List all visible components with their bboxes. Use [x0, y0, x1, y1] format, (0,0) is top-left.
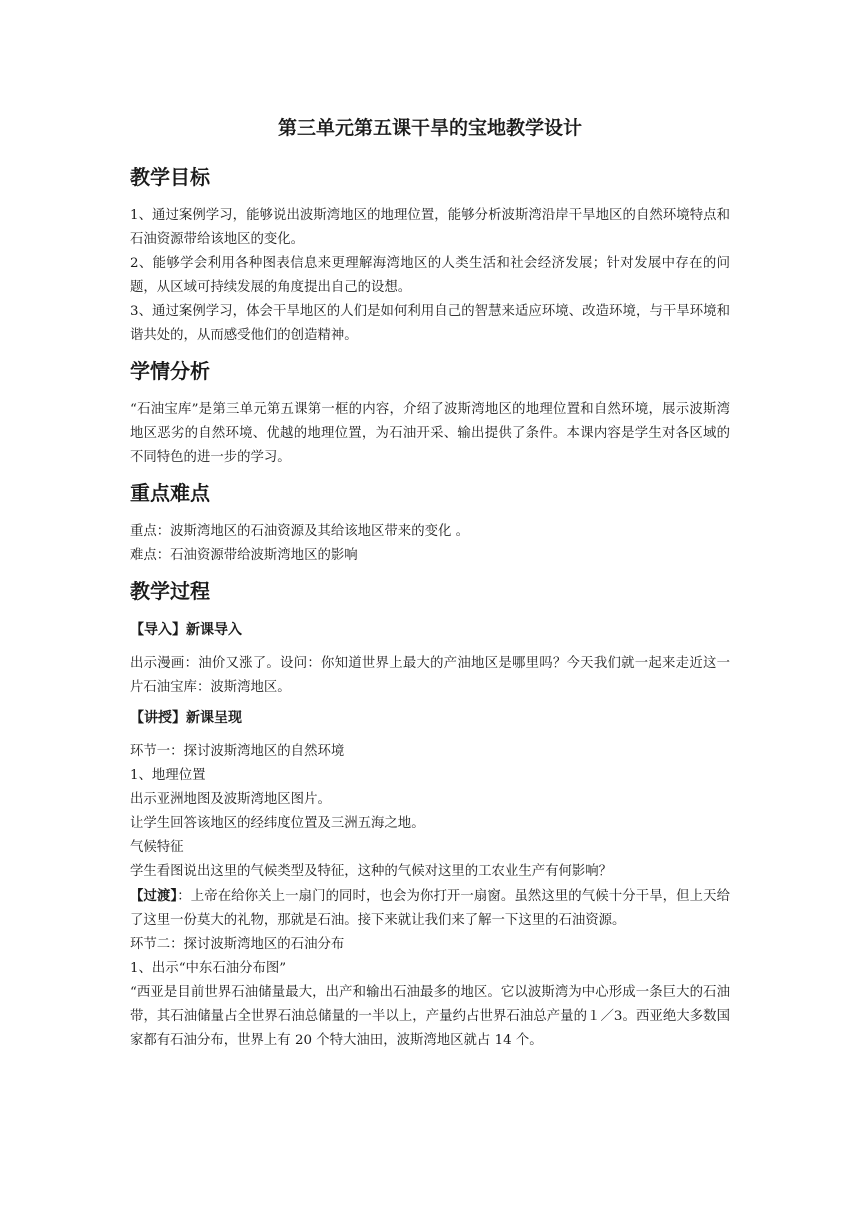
- objectives-list: [130, 204, 730, 348]
- transition-label: 【过渡】: [130, 888, 178, 904]
- section-heading-keypoints: 重点难点: [130, 481, 210, 505]
- section-heading-analysis: 学情分析: [130, 359, 210, 383]
- quote-paragraph: “西亚是目前世界石油储量最大，出产和输出石油最多的地区。它以波斯湾为中心形成一条巨大的石油带，其石油储量占全世界石油总储量的一半以上，产量约占世界石油总产量的１／3。西亚绝大多数国家都有石油分布，世界上有 20 个特大油田，波斯湾地区就占 14 个。: [130, 985, 730, 1048]
- intro-heading: 【导入】新课导入: [130, 622, 242, 638]
- objective-item: 2、能够学会利用各种图表信息来更理解海湾地区的人类生活和社会经济发展；针对发展中存在的问题，从区域可持续发展的角度提出自己的设想。: [130, 256, 730, 295]
- lecture-line: 1、地理位置: [130, 768, 206, 783]
- lecture-line: 让学生回答该地区的经纬度位置及三洲五海之地。: [130, 816, 425, 831]
- document-content: [130, 112, 730, 1053]
- keypoint-difficulty: 难点：石油资源带给波斯湾地区的影响: [130, 548, 358, 563]
- section-heading-process: 教学过程: [130, 579, 210, 603]
- lecture-line: 学生看图说出这里的气候类型及特征，这种的气候对这里的工农业生产有何影响？: [130, 864, 613, 879]
- lecture-line: 1、出示“中东石油分布图”: [130, 961, 287, 976]
- lecture-line: 气候特征: [130, 840, 184, 855]
- section-heading-objectives: 教学目标: [130, 165, 210, 189]
- intro-text: 出示漫画：油价又涨了。设问：你知道世界上最大的产油地区是哪里吗？今天我们就一起来走近这一片石油宝库：波斯湾地区。: [130, 656, 730, 695]
- objective-item: 1、通过案例学习，能够说出波斯湾地区的地理位置，能够分析波斯湾沿岸干旱地区的自然环境特点和石油资源带给该地区的变化。: [130, 208, 730, 247]
- document-title: 第三单元第五课干旱的宝地教学设计: [277, 117, 582, 139]
- lecture-heading: 【讲授】新课呈现: [130, 710, 242, 726]
- lecture-line: 出示亚洲地图及波斯湾地区图片。: [130, 792, 331, 807]
- transition-text: ：上帝在给你关上一扇门的同时，也会为你打开一扇窗。虽然这里的气候十分干旱，但上天给了这里一份莫大的礼物，那就是石油。接下来就让我们来了解一下这里的石油资源。: [130, 889, 730, 928]
- transition-paragraph: [130, 884, 730, 933]
- objective-item: 3、通过案例学习，体会干旱地区的人们是如何利用自己的智慧来适应环境、改造环境，与干旱环境和谐共处的，从而感受他们的创造精神。: [130, 304, 730, 343]
- lecture-line: 环节一：探讨波斯湾地区的自然环境: [130, 744, 345, 759]
- lecture-line: 环节二：探讨波斯湾地区的石油分布: [130, 937, 345, 952]
- lecture-body: [130, 740, 730, 1053]
- keypoint-focus: 重点：波斯湾地区的石油资源及其给该地区带来的变化 。: [130, 524, 470, 539]
- analysis-text: “石油宝库”是第三单元第五课第一框的内容，介绍了波斯湾地区的地理位置和自然环境，展示波斯湾地区恶劣的自然环境、优越的地理位置，为石油开采、输出提供了条件。本课内容是学生对各区域的不同特色的进一步的学习。: [130, 402, 730, 465]
